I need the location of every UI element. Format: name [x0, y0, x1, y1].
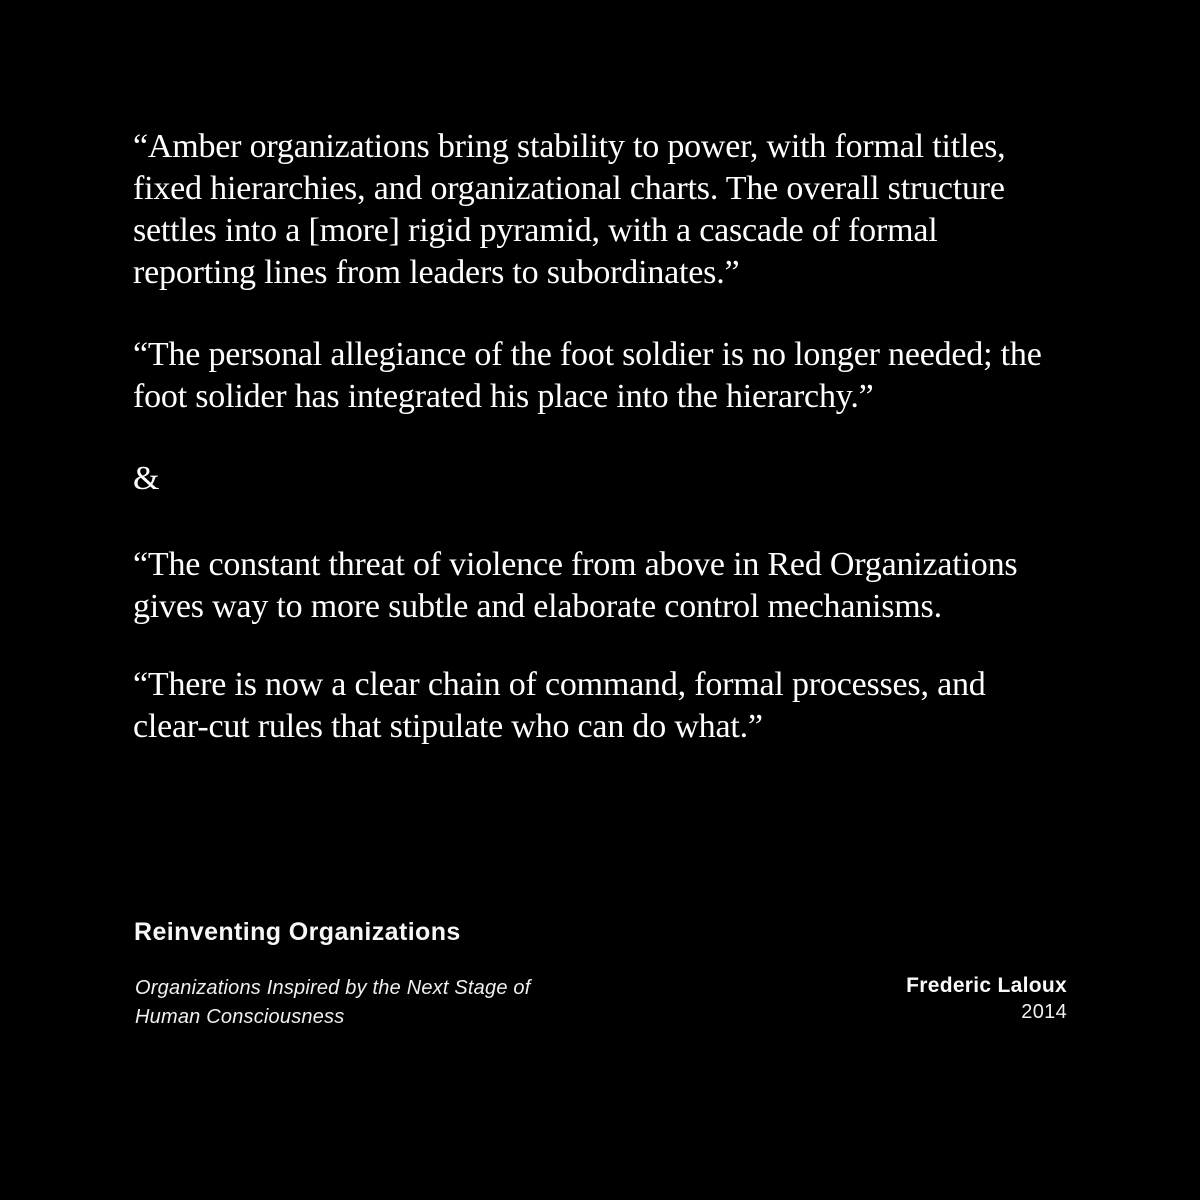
- book-subtitle: [135, 974, 531, 1032]
- quote-line: gives way to more subtle and elaborate control mechanisms.: [133, 588, 942, 625]
- quote-paragraph-chain-of-command: [133, 664, 986, 748]
- quote-paragraph-red-organizations: [133, 544, 1017, 628]
- quote-paragraph-foot-soldier: [133, 334, 1042, 418]
- book-title: Reinventing Organizations: [134, 918, 461, 946]
- quote-line: “There is now a clear chain of command, formal processes, and: [133, 666, 986, 703]
- publication-year: 2014: [1021, 1001, 1067, 1023]
- author-name: Frederic Laloux: [906, 974, 1067, 997]
- quote-line: foot solider has integrated his place into the hierarchy.”: [133, 378, 874, 415]
- book-subtitle-line: Human Consciousness: [135, 1006, 345, 1028]
- quote-line: “Amber organizations bring stability to power, with formal titles,: [133, 128, 1006, 165]
- quote-paragraph-amber: [133, 126, 1005, 294]
- quote-line: fixed hierarchies, and organizational charts. The overall structure: [133, 170, 1005, 207]
- quote-line: “The personal allegiance of the foot soldier is no longer needed; the: [133, 336, 1042, 373]
- quote-line: settles into a [more] rigid pyramid, with a cascade of formal: [133, 212, 938, 249]
- ampersand-separator: &: [133, 460, 160, 497]
- quote-line: reporting lines from leaders to subordinates.”: [133, 254, 740, 291]
- quote-line: “The constant threat of violence from above in Red Organizations: [133, 546, 1018, 583]
- quote-line: clear-cut rules that stipulate who can do what.”: [133, 708, 763, 745]
- book-subtitle-line: Organizations Inspired by the Next Stage of: [135, 977, 531, 999]
- attribution-block: [906, 972, 1067, 1026]
